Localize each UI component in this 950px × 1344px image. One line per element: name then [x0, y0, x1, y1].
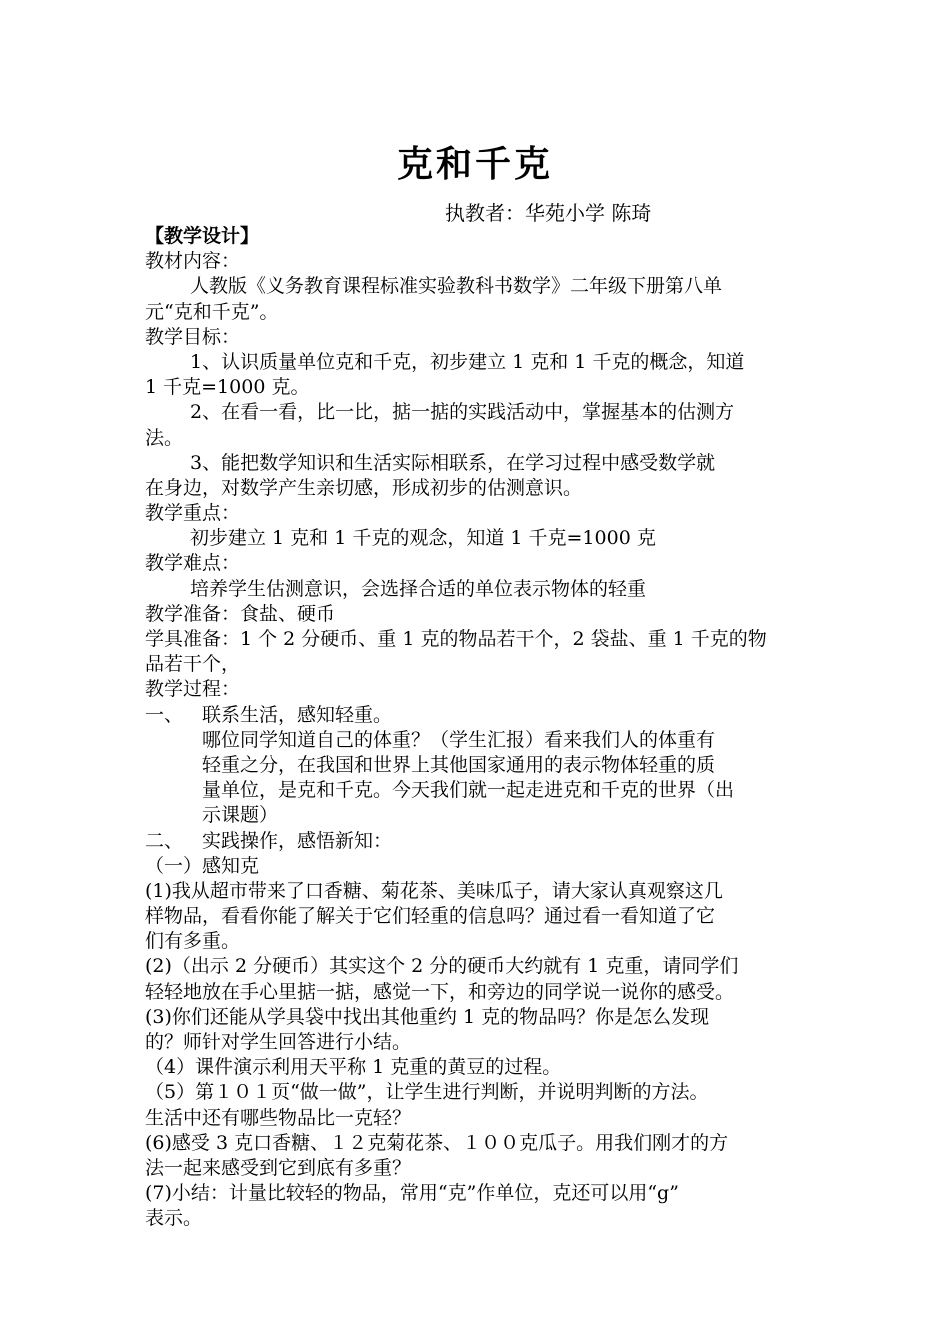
list-item-text: 联系生活，感知轻重。 — [202, 703, 393, 726]
text-line: (6)感受 3 克口香糖、１２克菊花茶、１００克瓜子。用我们刚才的方 — [145, 1131, 729, 1154]
text-line: 们有多重。 — [145, 930, 241, 953]
text-line: 品若干个， — [145, 653, 241, 676]
list-item — [145, 703, 813, 728]
text-line: 轻重之分，在我国和世界上其他国家通用的表示物体轻重的质 — [202, 753, 716, 776]
list-item — [145, 829, 813, 854]
text-line: 在身边，对数学产生亲切感，形成初步的估测意识。 — [145, 476, 583, 499]
text-line: 法一起来感受到它到底有多重？ — [145, 1156, 412, 1179]
text-line: （4）课件演示利用天平称 1 克重的黄豆的过程。 — [145, 1056, 562, 1079]
label-line: 教材内容： — [145, 250, 241, 273]
text-line: (7)小结：计量比较轻的物品，常用“克”作单位，克还可以用“g” — [145, 1182, 679, 1205]
list-item-text: 实践操作，感悟新知： — [202, 829, 393, 852]
text-line: 学具准备：1 个 2 分硬币、重 1 克的物品若干个，2 袋盐、重 1 千克的物 — [145, 628, 767, 650]
text-line: 哪位同学知道自己的体重？（学生汇报）看来我们人的体重有 — [202, 728, 716, 751]
text-line: 初步建立 1 克和 1 千克的观念，知道 1 千克=1000 克 — [190, 527, 656, 550]
text-line: 培养学生估测意识，会选择合适的单位表示物体的轻重 — [190, 577, 647, 600]
label-line: 教学重点： — [145, 502, 241, 525]
text-line: 人教版《义务教育课程标准实验教科书数学》二年级下册第八单 — [190, 275, 723, 298]
text-line: 法。 — [145, 426, 184, 449]
text-line: 表示。 — [145, 1207, 203, 1230]
text-line: 1 千克=1000 克。 — [145, 376, 310, 399]
text-line: 生活中还有哪些物品比一克轻？ — [145, 1106, 412, 1129]
list-number: 二、 — [145, 829, 184, 852]
list-number: 一、 — [145, 703, 184, 726]
text-line: (3)你们还能从学具袋中找出其他重约 1 克的物品吗？你是怎么发现 — [145, 1005, 710, 1028]
text-line: （5）第１０１页“做一做”，让学生进行判断，并说明判断的方法。 — [145, 1081, 709, 1104]
text-line: 量单位，是克和千克。今天我们就一起走进克和千克的世界（出 — [202, 779, 735, 802]
text-line: 2、在看一看，比一比，掂一掂的实践活动中，掌握基本的估测方 — [190, 401, 735, 424]
text-line: (2)（出示 2 分硬币）其实这个 2 分的硬币大约就有 1 克重，请同学们 — [145, 955, 739, 978]
label-line: 教学目标： — [145, 325, 241, 348]
document-title: 克和千克 — [396, 143, 553, 185]
label-line: 教学准备：食盐、硬币 — [145, 602, 336, 625]
label-line: 教学难点： — [145, 552, 241, 575]
text-line: 轻轻地放在手心里掂一掂，感觉一下，和旁边的同学说一说你的感受。 — [145, 980, 735, 1003]
document-body — [145, 224, 813, 1232]
text-line: 样物品，看看你能了解关于它们轻重的信息吗？通过看一看知道了它 — [145, 905, 716, 928]
subsection-heading: （一）感知克 — [145, 854, 260, 877]
author-line: 执教者：华苑小学 陈琦 — [445, 201, 652, 225]
label-line: 教学过程： — [145, 678, 241, 701]
text-line: 的？师针对学生回答进行小结。 — [145, 1031, 412, 1053]
text-line: (1)我从超市带来了口香糖、菊花茶、美味瓜子，请大家认真观察这几 — [145, 879, 723, 902]
text-line: 1、认识质量单位克和千克，初步建立 1 克和 1 千克的概念，知道 — [190, 350, 745, 373]
text-line: 示课题） — [202, 804, 279, 827]
text-line: 元“克和千克”。 — [145, 300, 279, 323]
section-heading: 【教学设计】 — [145, 225, 260, 247]
text-line: 3、能把数学知识和生活实际相联系，在学习过程中感受数学就 — [190, 451, 716, 474]
